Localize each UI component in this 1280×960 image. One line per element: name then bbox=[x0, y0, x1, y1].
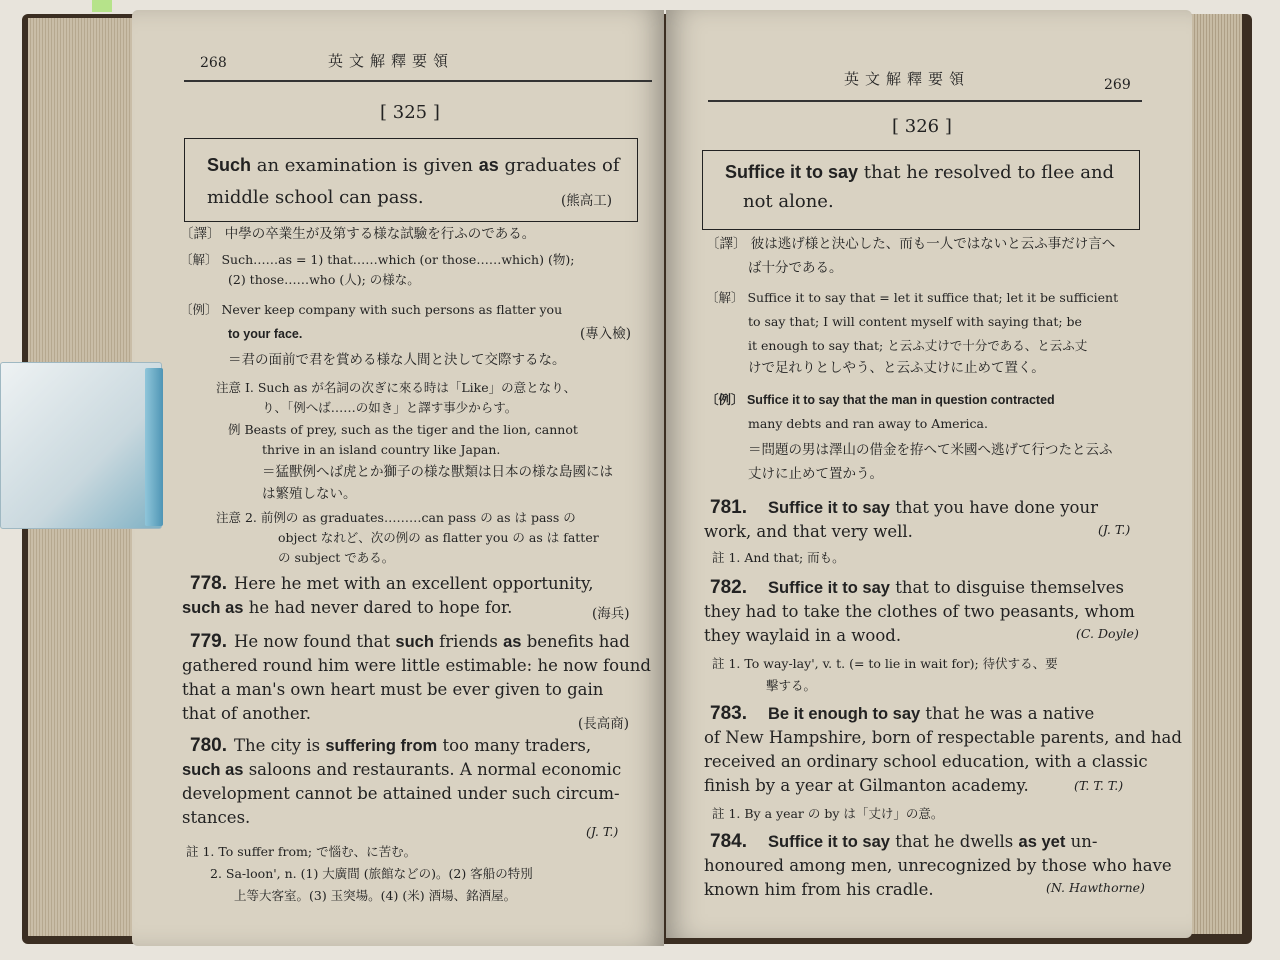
keyword: suffering from bbox=[325, 737, 438, 755]
entry-line: that of another. bbox=[182, 704, 311, 723]
entry-line bbox=[234, 738, 591, 755]
entry-line bbox=[182, 762, 621, 779]
text: he had never dared to hope for. bbox=[243, 598, 513, 617]
box-line-1 bbox=[207, 156, 620, 175]
note-line: 註 1. By a year の by は「丈け」の意。 bbox=[712, 806, 944, 821]
entry-number: 778. bbox=[190, 573, 227, 594]
source-label: (專入檢) bbox=[580, 326, 632, 342]
keyword: Be it enough to say bbox=[768, 705, 921, 723]
keyword: Suffice it to say bbox=[725, 162, 859, 182]
text: un- bbox=[1065, 832, 1098, 851]
entry-line: stances. bbox=[182, 808, 251, 827]
keyword: as bbox=[503, 633, 522, 651]
source-label: (熊高工) bbox=[561, 193, 613, 209]
entry-number: 780. bbox=[190, 735, 227, 756]
source-label: (海兵) bbox=[592, 606, 630, 622]
translation-line: ＝君の面前で君を賞める様な人間と決して交際するな。 bbox=[228, 352, 566, 368]
section-number: [ 326 ] bbox=[892, 116, 952, 137]
keyword: Such bbox=[207, 155, 252, 175]
example-line: 〔例〕 Suffice it to say that the man in question contracted bbox=[706, 393, 1055, 407]
text: that he dwells bbox=[889, 832, 1019, 851]
translation-line: 〔譯〕 中學の卒業生が及第する様な試驗を行ふのである。 bbox=[180, 226, 536, 242]
note-line: り、「例へば……の如き」と譯す事少からす。 bbox=[262, 400, 518, 415]
source-label: (T. T. T.) bbox=[1074, 778, 1124, 793]
example-line: thrive in an island country like Japan. bbox=[262, 442, 501, 457]
source-label: (J. T.) bbox=[1098, 522, 1131, 537]
source-label: (N. Hawthorne) bbox=[1046, 880, 1145, 895]
translation-line: は繁殖しない。 bbox=[262, 486, 357, 502]
page-number: 269 bbox=[1104, 77, 1131, 93]
explanation-line: 〔解〕 Suffice it to say that = let it suffice that; let it be sufficient bbox=[706, 290, 1119, 305]
note-line: 註 1. To suffer from; で惱む、に苦む。 bbox=[186, 844, 417, 859]
page-number: 268 bbox=[200, 55, 227, 71]
note-line: 註 1. And that; 而も。 bbox=[712, 550, 845, 565]
right-page bbox=[666, 10, 1192, 938]
keyword: Suffice it to say bbox=[768, 579, 890, 597]
note-line: object なれど、次の例の as flatter you の as は fatter bbox=[278, 530, 599, 545]
entry-line: gathered round him were little estimable: he now found bbox=[182, 656, 651, 675]
translation-line: ＝猛獸例へば虎とか獅子の様な獸類は日本の様な島國には bbox=[262, 464, 613, 480]
left-page bbox=[132, 10, 664, 946]
box-line-2: not alone. bbox=[743, 191, 834, 212]
entry-line: of New Hampshire, born of respectable parents, and had bbox=[704, 728, 1182, 747]
entry-line: they waylaid in a wood. bbox=[704, 626, 902, 645]
source-label: (長高商) bbox=[578, 716, 630, 732]
entry-line: Here he met with an excellent opportunity, bbox=[234, 574, 594, 593]
text: that he was a native bbox=[920, 704, 1095, 723]
text: friends bbox=[433, 632, 504, 651]
text: that to disguise themselves bbox=[889, 578, 1124, 597]
entry-number: 781. bbox=[710, 497, 747, 518]
entry-line: finish by a year at Gilmanton academy. bbox=[704, 776, 1029, 795]
explanation-line: 〔解〕 Such……as = 1) that……which (or those……which) (物); bbox=[180, 252, 575, 267]
entry-line: work, and that very well. bbox=[704, 522, 913, 541]
source-label: (C. Doyle) bbox=[1076, 626, 1139, 641]
keyword: such bbox=[395, 633, 434, 651]
running-header: 英文解釋要領 bbox=[328, 52, 455, 70]
example-line: 〔例〕 Never keep company with such persons as flatter you bbox=[180, 302, 563, 317]
keyword: such as bbox=[182, 599, 244, 617]
translation-line: ＝問題の男は澤山の借金を拵へて米國へ逃げて行つたと云ふ bbox=[748, 442, 1113, 458]
entry-number: 779. bbox=[190, 631, 227, 652]
entry-number: 784. bbox=[710, 831, 747, 852]
entry-line: received an ordinary school education, with a classic bbox=[704, 752, 1148, 771]
example-box bbox=[702, 150, 1140, 230]
entry-line bbox=[234, 634, 630, 651]
keyword: Suffice it to say bbox=[768, 833, 890, 851]
section-number: [ 325 ] bbox=[380, 102, 440, 123]
entry-line bbox=[182, 600, 512, 617]
entry-number: 782. bbox=[710, 577, 747, 598]
translation-line: 〔譯〕 彼は逃げ様と決心した、而も一人ではないと云ふ事だけ言へ bbox=[706, 236, 1116, 252]
note-line: 注意 2. 前例の as graduates………can pass の as は pass の bbox=[216, 510, 576, 525]
note-line: 註 1. To way-lay', v. t. (= to lie in wait for); 待伏する、要 bbox=[712, 656, 1058, 671]
translation-line: ば十分である。 bbox=[748, 260, 843, 276]
note-line: 擊する。 bbox=[766, 678, 817, 693]
header-rule bbox=[184, 80, 652, 82]
keyword: Suffice it to say bbox=[768, 499, 890, 517]
keyword: as yet bbox=[1018, 833, 1066, 851]
example-line: many debts and ran away to America. bbox=[748, 416, 988, 431]
explanation-line: to say that; I will content myself with saying that; be bbox=[748, 314, 1082, 329]
text: He now found that bbox=[234, 632, 396, 651]
text: that you have done your bbox=[889, 498, 1098, 517]
note-line: の subject である。 bbox=[278, 550, 395, 565]
bookmark-tab bbox=[92, 0, 112, 12]
page-edges-right bbox=[1186, 14, 1242, 934]
entry-line bbox=[768, 580, 1124, 597]
example-line: to your face. bbox=[228, 327, 303, 341]
text: graduates of bbox=[498, 155, 620, 176]
note-line: 2. Sa-loon', n. (1) 大廣間 (旅館などの)。(2) 客船の特別 bbox=[210, 866, 533, 881]
example-box bbox=[184, 138, 638, 222]
entry-line: honoured among men, unrecognized by those who have bbox=[704, 856, 1172, 875]
box-line-2: middle school can pass. bbox=[207, 187, 424, 208]
example-line: 例 Beasts of prey, such as the tiger and the lion, cannot bbox=[228, 422, 578, 437]
explanation-line: けで足れりとしやう、と云ふ丈けに止めて置く。 bbox=[748, 360, 1045, 376]
text: that he resolved to flee and bbox=[858, 162, 1115, 183]
text: too many traders, bbox=[437, 736, 592, 755]
entry-line: that a man's own heart must be ever given to gain bbox=[182, 680, 604, 699]
text: benefits had bbox=[521, 632, 630, 651]
acrylic-page-clip bbox=[0, 362, 162, 529]
text: saloons and restaurants. A normal economic bbox=[243, 760, 622, 779]
note-line: 注意 I. Such as が名詞の次ぎに來る時は「Like」の意となり、 bbox=[216, 380, 577, 395]
entry-line: development cannot be attained under such circum- bbox=[182, 784, 620, 803]
explanation-line: (2) those……who (人); の様な。 bbox=[228, 272, 420, 287]
text: an examination is given bbox=[251, 155, 479, 176]
keyword: as bbox=[478, 155, 499, 175]
running-header: 英文解釋要領 bbox=[844, 70, 971, 88]
translation-line: 丈けに止めて置かう。 bbox=[748, 466, 883, 482]
keyword: such as bbox=[182, 761, 244, 779]
entry-line: they had to take the clothes of two peasants, whom bbox=[704, 602, 1135, 621]
source-label: (J. T.) bbox=[586, 824, 619, 839]
explanation-line: it enough to say that; と云ふ丈けで十分である、と云ふ丈 bbox=[748, 338, 1088, 353]
entry-line: known him from his cradle. bbox=[704, 880, 934, 899]
entry-number: 783. bbox=[710, 703, 747, 724]
entry-line bbox=[768, 500, 1098, 517]
header-rule bbox=[708, 100, 1142, 102]
acrylic-clip-edge bbox=[145, 368, 163, 526]
box-line-1 bbox=[725, 163, 1114, 182]
text: The city is bbox=[234, 736, 326, 755]
entry-line bbox=[768, 706, 1094, 723]
entry-line bbox=[768, 834, 1097, 851]
note-line: 上等大客室。(3) 玉突場。(4) (米) 酒場、銘酒屋。 bbox=[234, 888, 517, 903]
